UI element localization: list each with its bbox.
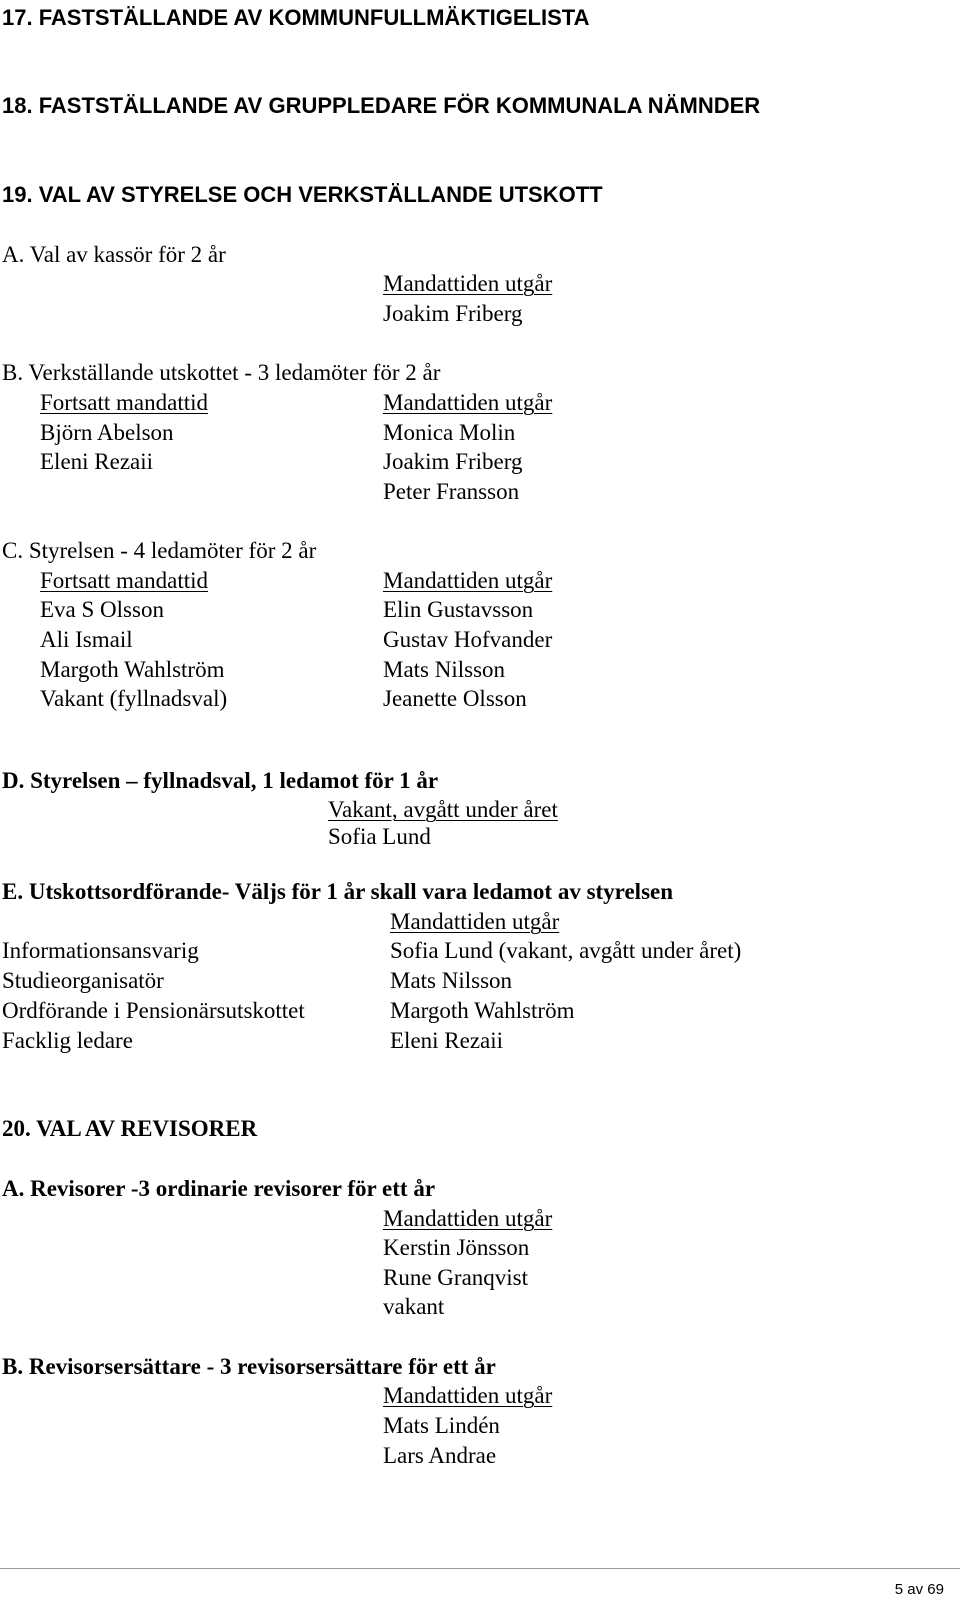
section-19a-heading: A. Val av kassör för 2 år (2, 242, 226, 267)
section-19c-heading: C. Styrelsen - 4 ledamöter för 2 år (2, 538, 317, 563)
section-19d-right-header: Vakant, avgått under året (328, 797, 558, 822)
section-19-title: 19. VAL AV STYRELSE OCH VERKSTÄLLANDE UTSKOTT (2, 182, 603, 207)
section-19c-left-item: Margoth Wahlström (40, 657, 225, 682)
section-19e-role: Ordförande i Pensionärsutskottet (2, 998, 305, 1023)
section-19e-heading: E. Utskottsordförande- Väljs för 1 år skall vara ledamot av styrelsen (2, 879, 674, 904)
section-18-title: 18. FASTSTÄLLANDE AV GRUPPLEDARE FÖR KOMMUNALA NÄMNDER (2, 93, 761, 118)
section-19c-left-item: Ali Ismail (40, 627, 133, 652)
section-19e-role: Facklig ledare (2, 1028, 133, 1053)
section-20a-right-header: Mandattiden utgår (383, 1206, 553, 1231)
section-19b-right-item: Joakim Friberg (383, 449, 523, 474)
section-19e-right-header: Mandattiden utgår (390, 909, 560, 934)
section-19e-name: Eleni Rezaii (390, 1028, 504, 1053)
section-20-title: 20. VAL AV REVISORER (2, 1116, 258, 1141)
section-20b-right-header: Mandattiden utgår (383, 1383, 553, 1408)
section-20a-right-item: vakant (383, 1294, 445, 1319)
section-19a-right-item: Joakim Friberg (383, 301, 523, 326)
section-19c-right-header: Mandattiden utgår (383, 568, 553, 593)
section-20a-right-item: Kerstin Jönsson (383, 1235, 530, 1260)
section-19b-left-item: Eleni Rezaii (40, 449, 154, 474)
section-19d-heading: D. Styrelsen – fyllnadsval, 1 ledamot för 1 år (2, 768, 439, 793)
section-19e-name: Margoth Wahlström (390, 998, 575, 1023)
section-20a-heading: A. Revisorer -3 ordinarie revisorer för ett år (2, 1176, 436, 1201)
section-19c-right-item: Jeanette Olsson (383, 686, 527, 711)
section-19c-left-item: Vakant (fyllnadsval) (40, 686, 228, 711)
section-19c-right-item: Mats Nilsson (383, 657, 506, 682)
section-19c-right-item: Gustav Hofvander (383, 627, 553, 652)
section-19e-name: Sofia Lund (vakant, avgått under året) (390, 938, 742, 963)
footer-divider (0, 1568, 960, 1569)
section-19e-name: Mats Nilsson (390, 968, 513, 993)
section-19b-left-item: Björn Abelson (40, 420, 174, 445)
section-19e-role: Informationsansvarig (2, 938, 199, 963)
section-20b-heading: B. Revisorsersättare - 3 revisorsersättare för ett år (2, 1354, 496, 1379)
section-17-title: 17. FASTSTÄLLANDE AV KOMMUNFULLMÄKTIGELISTA (2, 5, 590, 30)
page-number: 5 av 69 (894, 1581, 944, 1598)
section-19c-right-item: Elin Gustavsson (383, 597, 534, 622)
section-19e-role: Studieorganisatör (2, 968, 164, 993)
section-20b-right-item: Lars Andrae (383, 1443, 497, 1468)
section-19d-right-item: Sofia Lund (328, 824, 431, 849)
section-20b-right-item: Mats Lindén (383, 1413, 500, 1438)
section-19c-left-item: Eva S Olsson (40, 597, 164, 622)
section-19c-left-header: Fortsatt mandattid (40, 568, 209, 593)
section-19b-right-item: Peter Fransson (383, 479, 520, 504)
section-20a-right-item: Rune Granqvist (383, 1265, 529, 1290)
section-19b-right-item: Monica Molin (383, 420, 516, 445)
section-19a-right-header: Mandattiden utgår (383, 271, 553, 296)
section-19b-left-header: Fortsatt mandattid (40, 390, 209, 415)
section-19b-heading: B. Verkställande utskottet - 3 ledamöter för 2 år (2, 360, 441, 385)
section-19b-right-header: Mandattiden utgår (383, 390, 553, 415)
